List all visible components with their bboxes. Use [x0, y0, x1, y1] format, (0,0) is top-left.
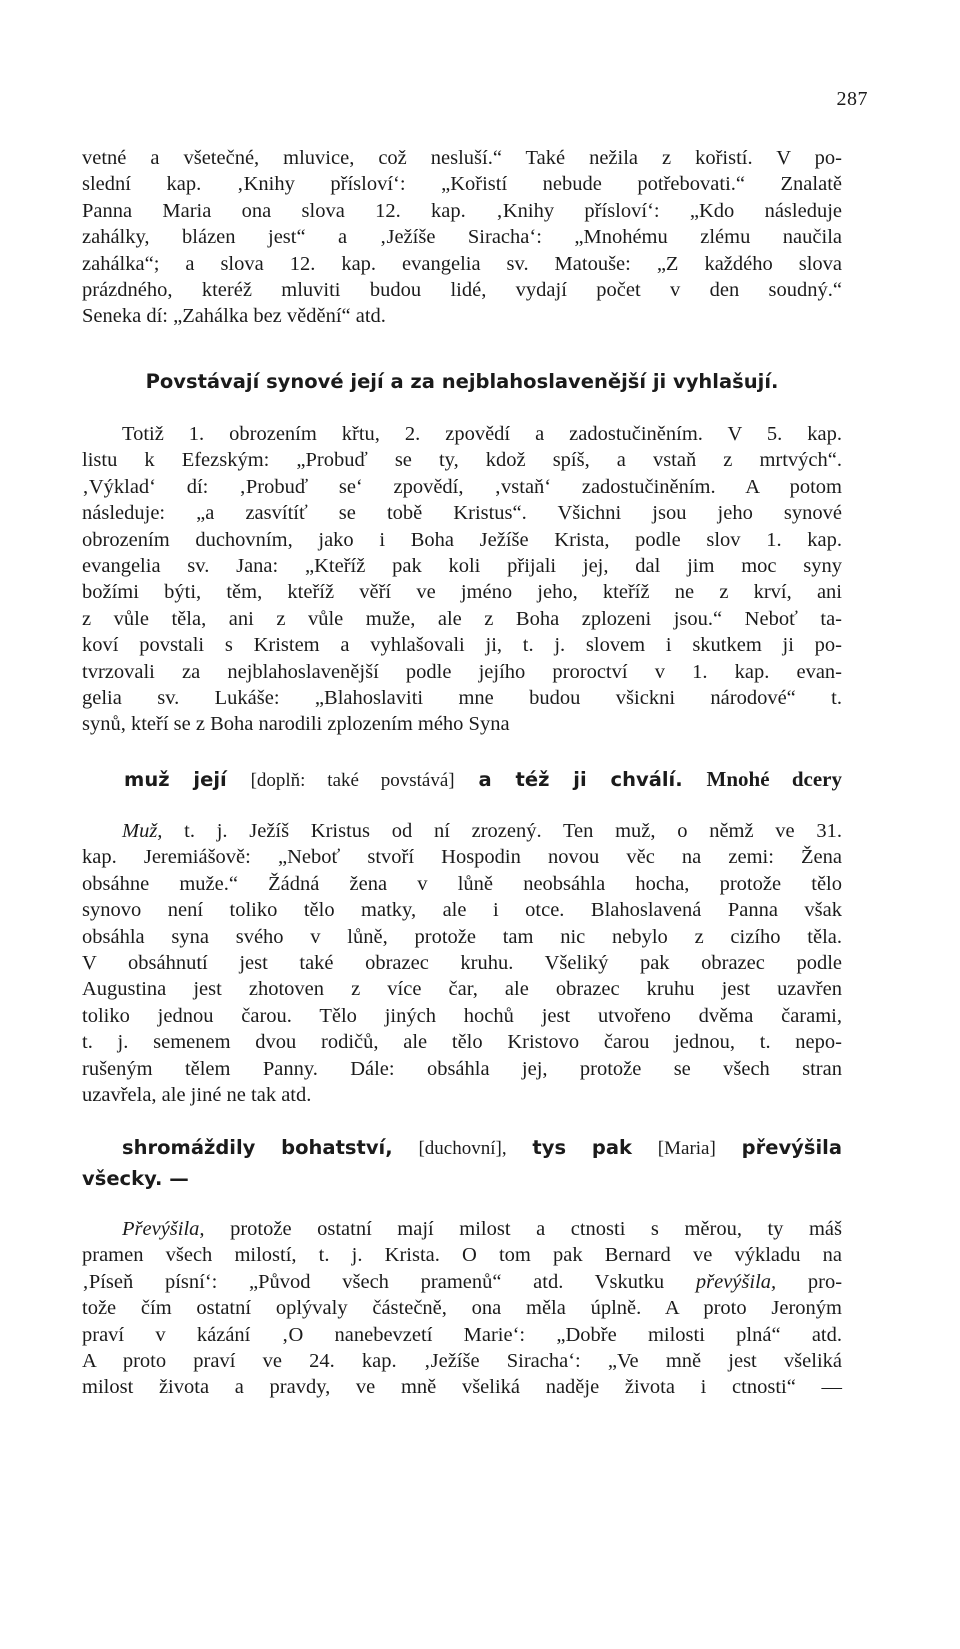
section-heading-1 [82, 367, 842, 397]
text-line: pramen všech milostí, t. j. Krista. O tom pak Bernard ve výkladu na [82, 1244, 842, 1267]
text-line: zahálka“; a slova 12. kap. evangelia sv. Matouše: „Z každého slova [82, 252, 842, 275]
text-line: V obsáhnutí jest také obrazec kruhu. Všeliký pak obrazec podle [82, 952, 842, 975]
text-line: z vůle těla, ani z vůle muže, ale z Boha zplozeni jsou.“ Neboť ta- [82, 607, 842, 630]
text-line: synů, kteří se z Boha narodili zplozením mého Syna [82, 713, 510, 736]
text-line: milost života a pravdy, ve mně všeliká naděje života i ctnosti“ — [82, 1376, 842, 1399]
text-run: ‚Píseň písní‘: „Původ všech pramenů“ atd. Vskutku [82, 1270, 665, 1293]
italic-lead: Převýšila, [122, 1218, 205, 1240]
text-line: tvrzovali za nejblahoslavenější podle jejího proroctví v 1. kap. evan- [82, 660, 842, 683]
section-heading-2 [82, 764, 842, 796]
italic-emphasis: převýšila, [695, 1270, 777, 1293]
italic-lead: Muž, [122, 820, 163, 842]
paragraph-4 [82, 1216, 842, 1401]
text-line: slední kap. ‚Knihy přísloví‘: „Kořistí nebude potřebovati.“ Znalatě [82, 173, 842, 196]
text-line: následuje: „a zasvítíť se tobě Kristus“. Všichni jsou jeho synové [82, 502, 842, 525]
text-line: tože čím ostatní oplývaly částečně, ona měla úplně. A proto Jeroným [82, 1297, 842, 1320]
text-run: t. j. Ježíš Kristus od ní zrozený. Ten muž, o němž ve 31. [184, 820, 842, 842]
page-number: 287 [836, 88, 868, 110]
heading-text: Povstávají synové její a za nejblahoslavenější ji vyhlašují. [145, 370, 779, 393]
heading-bold: muž její [124, 768, 227, 791]
text-line: rušeným tělem Panny. Dále: obsáhla jej, protože se všech stran [82, 1057, 842, 1080]
text-line: Totiž 1. obrozením křtu, 2. zpovědí a zadostučiněním. V 5. kap. [122, 423, 842, 445]
paragraph-1 [82, 145, 842, 330]
text-line: Augustina jest zhotoven z více čar, ale obrazec kruhu jest uzavřen [82, 978, 842, 1001]
text-line: zahálky, blázen jest“ a ‚Ježíše Siracha‘: „Mnohému zlému naučila [82, 226, 842, 249]
heading-bold: tys pak [532, 1136, 632, 1159]
text-line: prázdného, kteréž mluviti budou lidé, vydají počet v den soudný.“ [82, 279, 842, 302]
paragraph-2 [82, 421, 842, 738]
text-run: pro- [807, 1270, 843, 1293]
text-line: obsáhla syna svého v lůně, protože tam nic nebylo z cizího těla. [82, 925, 842, 948]
heading-line [82, 1133, 842, 1164]
text-run: protože ostatní mají milost a ctnosti s měrou, ty máš [230, 1218, 842, 1240]
text-line: evangelia sv. Jana: „Kteříž pak koli přijali jej, dal jim moc syny [82, 555, 842, 578]
text-line: toliko jednou čarou. Tělo jiných hochů jest utvořeno dvěma čarami, [82, 1004, 842, 1027]
text-line [82, 818, 842, 844]
text-line: vetné a všetečné, mluvice, což nesluší.“ Také nežila z kořistí. V po- [82, 147, 842, 169]
heading-line [82, 764, 842, 796]
text-line: t. j. semenem dvou rodičů, ale tělo Kristovo čarou jednou, t. nepo- [82, 1031, 842, 1054]
editorial-insertion: [Maria] [657, 1138, 716, 1159]
text-line: A proto praví ve 24. kap. ‚Ježíše Siracha‘: „Ve mně jest všeliká [82, 1350, 842, 1373]
section-heading-3 [82, 1133, 842, 1194]
heading-bold: převýšila [741, 1136, 843, 1159]
text-line: ‚Výklad‘ dí: ‚Probuď se‘ zpovědí, ‚vstaň‘ zadostučiněním. A potom [82, 475, 842, 498]
text-line: listu k Efezským: „Probuď se ty, kdož spíš, a vstaň z mrtvých“. [82, 449, 842, 472]
text-line: kap. Jeremiášově: „Neboť stvoří Hospodin novou věc na zemi: Žena [82, 846, 842, 869]
text-line [82, 1216, 842, 1242]
text-line [82, 1269, 842, 1295]
heading-bold: Mnohé dcery [706, 767, 842, 791]
text-line: Seneka dí: „Zahálka bez vědění“ atd. [82, 305, 386, 328]
text-line: obsáhne muže.“ Žádná žena v lůně neobsáhla hocha, protože tělo [82, 872, 842, 895]
text-line: božími býti, těm, kteříž věří ve jméno jeho, kteříž ne z krví, ani [82, 581, 842, 604]
text-line: gelia sv. Lukáše: „Blahoslaviti mne budou všickni národové“ t. [82, 687, 842, 710]
editorial-insertion: [duchovní], [418, 1138, 507, 1159]
heading-bold: a též ji chválí. [478, 768, 683, 791]
text-line: uzavřela, ale jiné ne tak atd. [82, 1084, 312, 1107]
heading-line: všecky. — [82, 1167, 189, 1190]
text-line: obrozením duchovním, jako i Boha Ježíše Krista, podle slov 1. kap. [82, 528, 842, 551]
text-line: praví v kázání ‚O nanebevzetí Marie‘: „Dobře milosti plná“ atd. [82, 1323, 842, 1346]
paragraph-3 [82, 818, 842, 1108]
text-line: synovo není toliko tělo matky, ale i otce. Blahoslavená Panna však [82, 899, 842, 922]
editorial-insertion: [doplň: také povstává] [250, 770, 455, 791]
text-line: Panna Maria ona slova 12. kap. ‚Knihy přísloví‘: „Kdo následuje [82, 199, 842, 222]
heading-bold: shromáždily bohatství, [122, 1136, 393, 1159]
text-line: koví povstali s Kristem a vyhlašovali ji, t. j. slovem i skutkem ji po- [82, 634, 842, 657]
